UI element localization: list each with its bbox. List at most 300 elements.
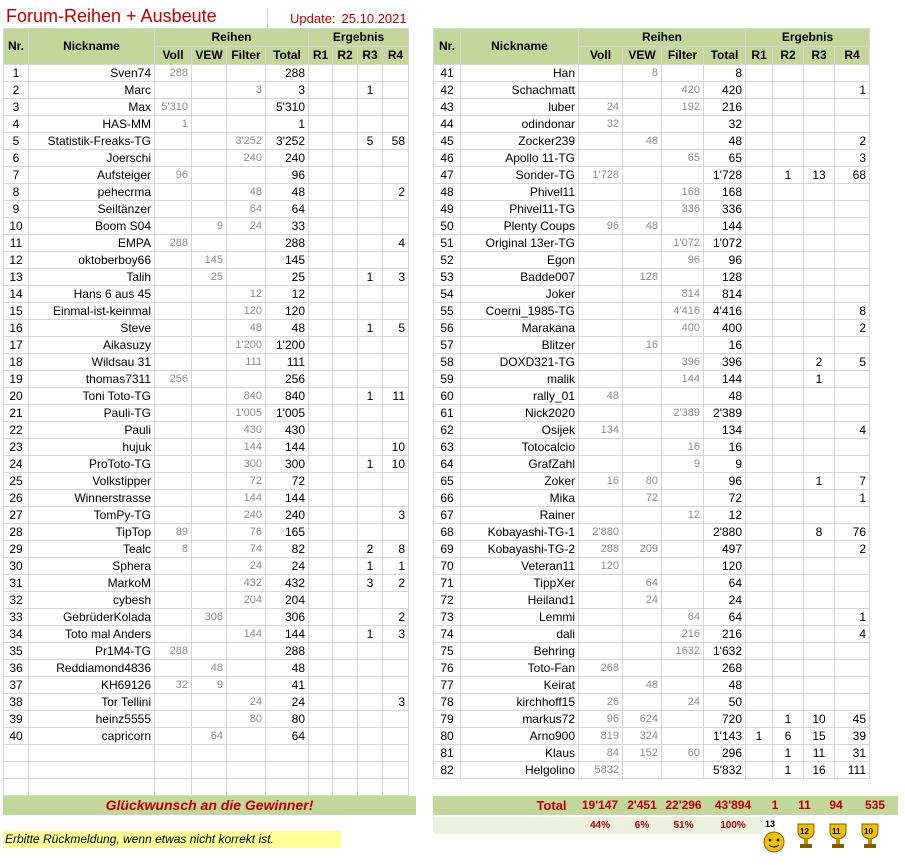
- cell-r4: [835, 371, 870, 388]
- table-row: [434, 558, 870, 575]
- cell-r3: 10: [804, 711, 835, 728]
- cell-nr: 31: [4, 575, 29, 592]
- cell-nick: heinz5555: [29, 711, 155, 728]
- cell-filter: 4'416: [662, 303, 704, 320]
- cell-nr: 63: [434, 439, 461, 456]
- cell-nick: Joker: [461, 286, 579, 303]
- cell-total: 80: [266, 711, 309, 728]
- cell-r3: [804, 269, 835, 286]
- cell-nick: rally_01: [461, 388, 579, 405]
- cell-nr: 39: [4, 711, 29, 728]
- cell-r1: [309, 694, 333, 711]
- table-row: [434, 388, 870, 405]
- table-row: [4, 235, 409, 252]
- cell-vew: 80: [623, 473, 662, 490]
- cell-voll: [155, 439, 192, 456]
- cell-nick: Original 13er-TG: [461, 235, 579, 252]
- header-ergebnis: Ergebnis: [746, 29, 870, 47]
- cell-vew: [623, 524, 662, 541]
- cell-r2: [333, 694, 358, 711]
- header-voll: Voll: [579, 47, 623, 65]
- cell-r3: [804, 541, 835, 558]
- cell-r1: [309, 320, 333, 337]
- totals-row: [433, 796, 898, 815]
- cell-r1: [746, 286, 773, 303]
- update-label: Update:: [290, 11, 336, 26]
- cell-nr: 35: [4, 643, 29, 660]
- table-row: [434, 320, 870, 337]
- cell-r3: 5: [358, 133, 383, 150]
- cell-r4: 2: [383, 609, 409, 626]
- table-row: [4, 660, 409, 677]
- cell-r2: [773, 405, 804, 422]
- cell-total: 72: [266, 473, 309, 490]
- cell-vew: [192, 388, 227, 405]
- cell-r3: [358, 779, 383, 796]
- cell-filter: 840: [227, 388, 266, 405]
- cell-total: 144: [704, 218, 746, 235]
- cell-nick: Seiltänzer: [29, 201, 155, 218]
- cell-r2: [333, 745, 358, 762]
- cell-r1: [746, 65, 773, 82]
- cell-r3: [358, 371, 383, 388]
- cell-filter: [662, 218, 704, 235]
- cell-total: 64: [266, 728, 309, 745]
- cell-r1: [309, 218, 333, 235]
- cell-r2: [773, 235, 804, 252]
- cell-filter: [662, 711, 704, 728]
- title-divider: [267, 8, 268, 28]
- cell-r3: 2: [804, 354, 835, 371]
- cell-r1: [746, 371, 773, 388]
- cell-r2: [773, 558, 804, 575]
- cell-nick: Behring: [461, 643, 579, 660]
- header-reihen: Reihen: [579, 29, 746, 47]
- cell-nick: Pr1M4-TG: [29, 643, 155, 660]
- cell-total: 216: [704, 626, 746, 643]
- table-row: [434, 303, 870, 320]
- cell-filter: 60: [662, 745, 704, 762]
- cell-filter: 16: [662, 439, 704, 456]
- cell-filter: 111: [227, 354, 266, 371]
- cell-total: 1: [266, 116, 309, 133]
- cell-r3: [358, 473, 383, 490]
- cell-total: [266, 762, 309, 779]
- cell-nr: 44: [434, 116, 461, 133]
- cell-vew: 24: [623, 592, 662, 609]
- cell-r3: [804, 116, 835, 133]
- header-nickname: Nickname: [461, 29, 579, 65]
- cell-nr: 24: [4, 456, 29, 473]
- cell-vew: [192, 507, 227, 524]
- cell-nr: 21: [4, 405, 29, 422]
- cell-r3: [804, 609, 835, 626]
- cell-vew: 72: [623, 490, 662, 507]
- cell-nr: 78: [434, 694, 461, 711]
- cell-nr: 12: [4, 252, 29, 269]
- cell-nr: 28: [4, 524, 29, 541]
- cell-r2: [773, 439, 804, 456]
- cell-r3: [804, 303, 835, 320]
- table-right: [433, 28, 870, 779]
- table-row: [4, 643, 409, 660]
- cell-nr: 55: [434, 303, 461, 320]
- cell-r3: [804, 422, 835, 439]
- table-row: [434, 728, 870, 745]
- cell-filter: [227, 677, 266, 694]
- cell-r1: [309, 626, 333, 643]
- cell-nr: 20: [4, 388, 29, 405]
- cell-r2: [773, 609, 804, 626]
- cell-nr: 7: [4, 167, 29, 184]
- cell-total: 48: [704, 388, 746, 405]
- cell-r2: [773, 660, 804, 677]
- cell-r4: [383, 65, 409, 82]
- cell-voll: [579, 592, 623, 609]
- cell-r3: [804, 388, 835, 405]
- cell-r1: [309, 779, 333, 796]
- cell-nick: Toto mal Anders: [29, 626, 155, 643]
- cell-nr: 51: [434, 235, 461, 252]
- cell-nick: Toto-Fan: [461, 660, 579, 677]
- cell-filter: 1'005: [227, 405, 266, 422]
- cell-nr: 68: [434, 524, 461, 541]
- cell-total: 204: [266, 592, 309, 609]
- cell-r2: [333, 473, 358, 490]
- page-title: Forum-Reihen + Ausbeute: [6, 6, 217, 26]
- pct-voll: 44%: [589, 820, 610, 831]
- update-info: [290, 11, 407, 26]
- table-row: [434, 65, 870, 82]
- cell-vew: [192, 337, 227, 354]
- cell-voll: [155, 490, 192, 507]
- cell-total: 396: [704, 354, 746, 371]
- cell-r1: 1: [746, 728, 773, 745]
- cell-voll: [579, 354, 623, 371]
- cell-r2: [773, 694, 804, 711]
- cell-nr: 18: [4, 354, 29, 371]
- feedback-note: Erbitte Rückmeldung, wenn etwas nicht korrekt ist.: [3, 831, 341, 848]
- cell-nr: 40: [4, 728, 29, 745]
- cell-r3: [358, 439, 383, 456]
- cell-r3: [358, 218, 383, 235]
- cell-r1: [309, 286, 333, 303]
- cell-r4: [383, 762, 409, 779]
- cell-voll: [155, 507, 192, 524]
- cell-vew: 48: [623, 218, 662, 235]
- cell-r4: [835, 235, 870, 252]
- cell-filter: [227, 609, 266, 626]
- cell-nr: 49: [434, 201, 461, 218]
- cell-r3: [358, 660, 383, 677]
- cell-r4: [835, 184, 870, 201]
- cell-filter: 64: [227, 201, 266, 218]
- cell-r1: [746, 337, 773, 354]
- table-row: [434, 677, 870, 694]
- table-row: [434, 337, 870, 354]
- cell-filter: 144: [227, 490, 266, 507]
- cell-r2: [773, 626, 804, 643]
- cell-filter: [662, 116, 704, 133]
- cell-filter: 9: [662, 456, 704, 473]
- cell-nick: TipTop: [29, 524, 155, 541]
- cell-nick: Marc: [29, 82, 155, 99]
- cell-nr: 81: [434, 745, 461, 762]
- cell-nr: 70: [434, 558, 461, 575]
- cell-r3: [804, 201, 835, 218]
- header-filter: Filter: [662, 47, 704, 65]
- cell-r2: [333, 354, 358, 371]
- cell-voll: [579, 269, 623, 286]
- cell-vew: [192, 762, 227, 779]
- cell-nr: 27: [4, 507, 29, 524]
- cell-r4: 1: [835, 609, 870, 626]
- cell-total: 64: [266, 201, 309, 218]
- cell-total: 96: [266, 167, 309, 184]
- cell-nick: MarkoM: [29, 575, 155, 592]
- cell-vew: 9: [192, 677, 227, 694]
- cell-nr: 23: [4, 439, 29, 456]
- cell-total: 2'880: [704, 524, 746, 541]
- cell-nick: Wildsau 31: [29, 354, 155, 371]
- cell-r1: [309, 575, 333, 592]
- cell-voll: 5'310: [155, 99, 192, 116]
- cell-r2: [333, 643, 358, 660]
- cell-nr: 57: [434, 337, 461, 354]
- cell-vew: [192, 184, 227, 201]
- cell-vew: [192, 150, 227, 167]
- cell-r2: [333, 609, 358, 626]
- cell-r3: [804, 660, 835, 677]
- cell-r1: [309, 82, 333, 99]
- total-r1: 1: [771, 798, 779, 812]
- cell-nick: Nick2020: [461, 405, 579, 422]
- cell-r2: [333, 286, 358, 303]
- cell-r3: [804, 677, 835, 694]
- table-row: [434, 456, 870, 473]
- cell-filter: 48: [227, 184, 266, 201]
- cell-nick: Blitzer: [461, 337, 579, 354]
- cell-r4: [383, 82, 409, 99]
- cell-vew: [623, 388, 662, 405]
- cell-r4: 58: [383, 133, 409, 150]
- cell-r3: [804, 99, 835, 116]
- cell-r3: 2: [358, 541, 383, 558]
- cell-nr: 3: [4, 99, 29, 116]
- cell-r3: [804, 150, 835, 167]
- cell-total: 50: [704, 694, 746, 711]
- cell-voll: [155, 609, 192, 626]
- cell-r2: [333, 150, 358, 167]
- cell-voll: [579, 150, 623, 167]
- cell-r1: [309, 133, 333, 150]
- cell-vew: [623, 422, 662, 439]
- cell-voll: [579, 337, 623, 354]
- cell-filter: 96: [662, 252, 704, 269]
- cell-r4: 10: [383, 456, 409, 473]
- cell-r2: [773, 490, 804, 507]
- table-row: [4, 626, 409, 643]
- cell-total: 12: [266, 286, 309, 303]
- trophy-label: 13: [765, 819, 776, 829]
- cell-r1: [746, 422, 773, 439]
- cell-filter: [662, 337, 704, 354]
- cell-voll: 134: [579, 422, 623, 439]
- cell-voll: [579, 201, 623, 218]
- cell-r4: [835, 218, 870, 235]
- cell-r4: 2: [383, 184, 409, 201]
- cell-r4: [835, 507, 870, 524]
- cell-r3: [358, 677, 383, 694]
- table-row: [434, 354, 870, 371]
- cell-r4: [383, 337, 409, 354]
- cell-nr: 71: [434, 575, 461, 592]
- cell-r3: [358, 694, 383, 711]
- cell-vew: 209: [623, 541, 662, 558]
- cell-voll: 32: [155, 677, 192, 694]
- cell-r2: [333, 303, 358, 320]
- cell-vew: [623, 99, 662, 116]
- cell-filter: 432: [227, 575, 266, 592]
- cell-r1: [746, 507, 773, 524]
- cell-vew: 145: [192, 252, 227, 269]
- cell-vew: [623, 354, 662, 371]
- cell-total: 240: [266, 507, 309, 524]
- cell-nr: 37: [4, 677, 29, 694]
- cell-vew: 48: [623, 133, 662, 150]
- cell-r4: [835, 558, 870, 575]
- cell-voll: [155, 405, 192, 422]
- cell-nick: Egon: [461, 252, 579, 269]
- cell-r4: [383, 371, 409, 388]
- cell-voll: [155, 354, 192, 371]
- cell-r2: [333, 116, 358, 133]
- cell-filter: [662, 541, 704, 558]
- cell-vew: [192, 167, 227, 184]
- cell-voll: 288: [579, 541, 623, 558]
- cell-r4: 3: [383, 269, 409, 286]
- cell-r1: [746, 303, 773, 320]
- cell-vew: [623, 150, 662, 167]
- cell-filter: 2'389: [662, 405, 704, 422]
- cell-total: 48: [266, 660, 309, 677]
- cell-vew: [192, 711, 227, 728]
- cell-nick: hujuk: [29, 439, 155, 456]
- cell-voll: [155, 286, 192, 303]
- cell-nick: KH69126: [29, 677, 155, 694]
- cell-r4: [835, 337, 870, 354]
- cell-r1: [746, 762, 773, 779]
- cell-r3: [804, 507, 835, 524]
- cell-voll: [155, 320, 192, 337]
- cell-r4: [835, 116, 870, 133]
- cell-r1: [309, 711, 333, 728]
- cell-filter: 420: [662, 82, 704, 99]
- table-row: [434, 745, 870, 762]
- cell-nick: Winnerstrasse: [29, 490, 155, 507]
- cell-r3: 1: [804, 473, 835, 490]
- cell-vew: [623, 456, 662, 473]
- cell-nick: Reddiamond4836: [29, 660, 155, 677]
- cell-r1: [309, 269, 333, 286]
- cell-r1: [746, 184, 773, 201]
- cell-nr: 47: [434, 167, 461, 184]
- cell-vew: [192, 303, 227, 320]
- cell-r4: [383, 490, 409, 507]
- cell-total: 432: [266, 575, 309, 592]
- cell-vew: [192, 643, 227, 660]
- cell-voll: [155, 762, 192, 779]
- cell-total: 1'728: [704, 167, 746, 184]
- cell-r4: [383, 592, 409, 609]
- cell-voll: 24: [579, 99, 623, 116]
- cell-vew: [623, 303, 662, 320]
- table-row: [4, 473, 409, 490]
- cell-r1: [309, 337, 333, 354]
- cell-r2: [333, 65, 358, 82]
- cell-voll: 1'728: [579, 167, 623, 184]
- cell-r1: [309, 354, 333, 371]
- table-row: [4, 65, 409, 82]
- table-row: [4, 677, 409, 694]
- cell-r3: [804, 643, 835, 660]
- cell-filter: [227, 728, 266, 745]
- cell-r1: [746, 609, 773, 626]
- cell-voll: [155, 422, 192, 439]
- cell-nick: cybesh: [29, 592, 155, 609]
- cell-filter: [227, 269, 266, 286]
- cell-r2: [333, 422, 358, 439]
- cell-voll: [579, 371, 623, 388]
- cell-voll: 2'880: [579, 524, 623, 541]
- table-row: [4, 116, 409, 133]
- cell-r4: [383, 728, 409, 745]
- cell-filter: 168: [662, 184, 704, 201]
- cell-voll: [579, 626, 623, 643]
- cell-total: 300: [266, 456, 309, 473]
- table-row: [4, 694, 409, 711]
- cell-filter: [662, 660, 704, 677]
- cell-vew: [623, 116, 662, 133]
- cell-r3: [804, 405, 835, 422]
- cell-voll: 96: [579, 218, 623, 235]
- cell-voll: [155, 269, 192, 286]
- cell-r2: 1: [773, 745, 804, 762]
- cell-nr: 67: [434, 507, 461, 524]
- table-row: [434, 507, 870, 524]
- cell-total: 1'005: [266, 405, 309, 422]
- cell-total: 24: [266, 694, 309, 711]
- cell-r2: [333, 439, 358, 456]
- cell-voll: [579, 133, 623, 150]
- cell-vew: [623, 507, 662, 524]
- cell-nick: TomPy-TG: [29, 507, 155, 524]
- cell-filter: [662, 473, 704, 490]
- cell-r1: [309, 439, 333, 456]
- cell-voll: 96: [579, 711, 623, 728]
- cell-vew: 25: [192, 269, 227, 286]
- cell-vew: [623, 762, 662, 779]
- table-row: [4, 490, 409, 507]
- cell-r4: [835, 592, 870, 609]
- cell-r4: [383, 660, 409, 677]
- cell-nr: 61: [434, 405, 461, 422]
- cell-r3: [804, 456, 835, 473]
- cell-nr: 66: [434, 490, 461, 507]
- cell-nr: [4, 745, 29, 762]
- cell-vew: 324: [623, 728, 662, 745]
- table-row: [4, 150, 409, 167]
